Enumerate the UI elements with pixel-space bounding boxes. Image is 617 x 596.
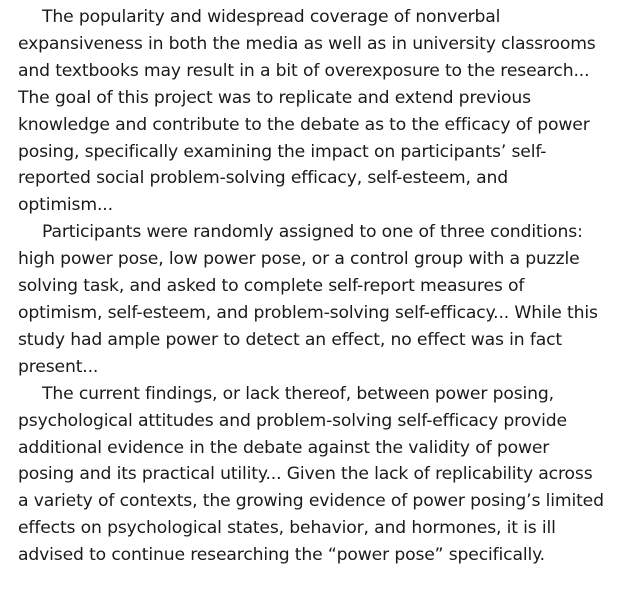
paragraph-2: Participants were randomly assigned to one of three conditions: high power pose, low power pose, or a control group with a puzzle solving task, and asked to complete self-report measures of optimism, self-esteem, and problem-solving self-efficacy... While this study had ample power to detect an effect, no effect was in fact present... xyxy=(18,222,598,377)
paragraph-1: The popularity and widespread coverage of nonverbal expansiveness in both the media as well as in university classrooms and textbooks may result in a bit of overexposure to the research... The goal of this project was to replicate and extend previous knowledge and contribute to the debate as to the efficacy of power posing, specifically examining the impact on participants’ self-reported social problem-solving efficacy, self-esteem, and optimism... xyxy=(18,7,596,216)
document-body xyxy=(18,4,608,569)
paragraph-3: The current findings, or lack thereof, between power posing, psychological attitudes and problem-solving self-efficacy provide additional evidence in the debate against the validity of power posing and its practical utility... Given the lack of replicability across a variety of contexts, the growing evidence of power posing’s limited effects on psychological states, behavior, and hormones, it is ill advised to continue researching the “power pose” specifically. xyxy=(18,383,604,566)
